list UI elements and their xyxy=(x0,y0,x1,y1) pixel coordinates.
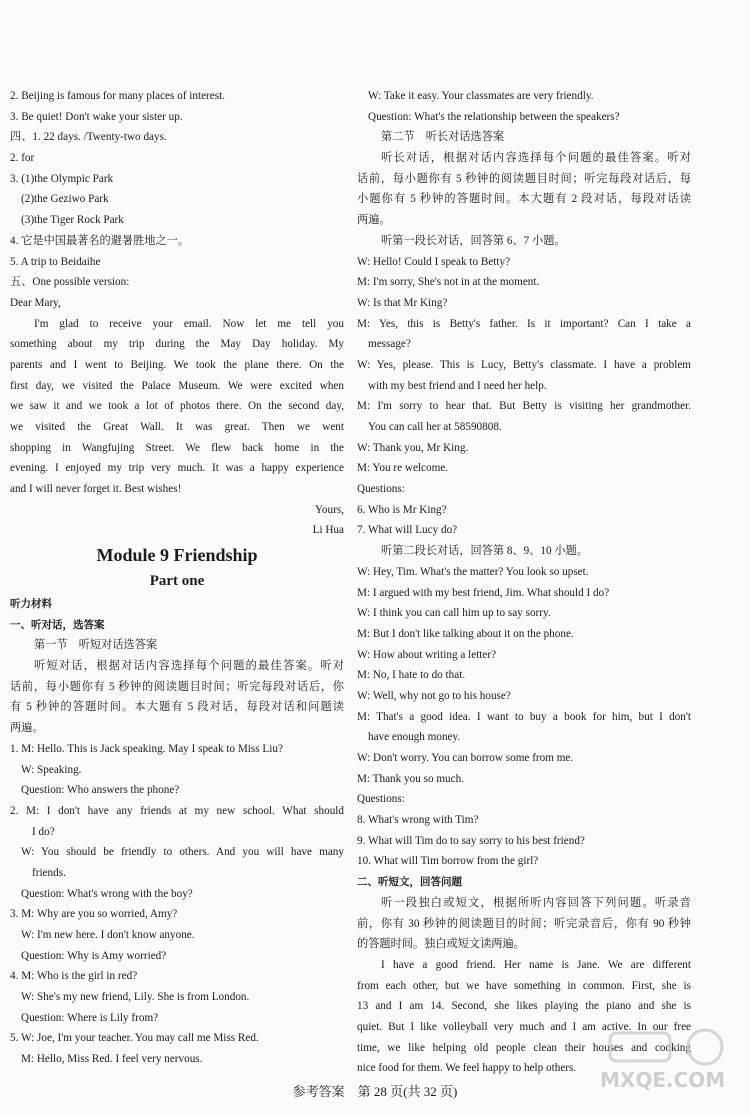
right-column-line: W: Well, why not go to his house? xyxy=(357,689,511,702)
right-column-line: W: Don't worry. You can borrow some from me. xyxy=(357,752,574,764)
module-title: Module 9 Friendship xyxy=(96,545,258,565)
left-bottom-line: Question: Who answers the phone? xyxy=(21,784,180,797)
left-top-line: 5. A trip to Beidaihe xyxy=(10,255,101,268)
left-bottom-line: 1. M: Hello. This is Jack speaking. May I speak to Miss Liu? xyxy=(10,742,283,755)
right-column-line: 第二节 听长对话选答案 xyxy=(381,131,505,144)
right-column-line: W: I think you can call him up to say sorry. xyxy=(357,607,551,620)
right-column-line: quiet. But I like volleyball very much and I am active. In our free xyxy=(357,1020,691,1033)
left-bottom-line: 话前，每小题你有 5 秒钟的阅读题目时间；听完每段对话后，你 xyxy=(10,680,344,693)
left-bottom-line: 一、听对话，选答案 xyxy=(10,618,105,631)
right-column xyxy=(357,86,691,1079)
left-top-line: 4. 它是中国最著名的避暑胜地之一。 xyxy=(10,234,190,247)
left-bottom-line: M: Hello, Miss Red. I feel very nervous. xyxy=(21,1053,203,1066)
right-column-line: message? xyxy=(368,338,411,351)
right-column-line: M: That's a good idea. I want to buy a book for him, but I don't xyxy=(357,710,691,723)
left-top-line: we visited the Great Wall. It was great. Then we went xyxy=(10,421,344,433)
right-column-line: Questions: xyxy=(357,483,405,496)
left-bottom-line: Question: Where is Lily from? xyxy=(21,1011,159,1024)
left-bottom-line: 两遍。 xyxy=(10,722,44,735)
right-column-line: time, we like helping old people clean their houses and cooking xyxy=(357,1041,691,1054)
right-column-line: W: Yes, please. This is Lucy, Betty's classmate. I have a problem xyxy=(357,358,691,371)
right-column-line: M: I argued with my best friend, Jim. What should I do? xyxy=(357,586,610,599)
right-column-line: 话前，每小题你有 5 秒钟的阅读题目时间；听完每段对话后，每 xyxy=(357,172,691,185)
left-top-line: parents and I went to Beijing. We took the plane there. On the xyxy=(10,358,344,371)
right-column-line: with my best friend and I need her help. xyxy=(368,379,547,392)
left-bottom-line: Question: What's wrong with the boy? xyxy=(21,887,193,900)
left-top-line: I'm glad to receive your email. Now let me tell you xyxy=(34,317,344,330)
right-column-line: 6. Who is Mr King? xyxy=(357,503,447,516)
right-column-line: 前，你有 30 秒钟的阅读题目的时间；听完录音后，你有 90 秒钟 xyxy=(357,917,691,930)
left-top-line: evening. I enjoyed my trip very much. It was a happy experience xyxy=(10,462,344,475)
watermark-logo xyxy=(590,1025,740,1095)
left-top-line: 3. Be quiet! Don't wake your sister up. xyxy=(10,110,183,123)
left-bottom-line: 3. M: Why are you so worried, Amy? xyxy=(10,908,178,921)
right-column-line: have enough money. xyxy=(368,731,461,744)
right-column-line: 二、听短文，回答问题 xyxy=(357,876,462,889)
left-bottom-line: I do? xyxy=(32,825,55,838)
left-bottom-line: 2. M: I don't have any friends at my new school. What should xyxy=(10,804,344,817)
left-top-line: first day, we visited the Palace Museum. We were excited when xyxy=(10,379,344,392)
left-top-line: something about my trip during the May Day holiday. My xyxy=(10,338,344,351)
right-column-line: Questions: xyxy=(357,793,405,806)
left-top-line: we saw it and we took a lot of photos there. On the second day, xyxy=(10,400,344,413)
left-top-line: 五、One possible version: xyxy=(10,276,130,289)
right-column-line: 的答题时间。独白或短文读两遍。 xyxy=(357,938,525,951)
right-column-line: nice food for them. We feel happy to help others. xyxy=(357,1062,577,1075)
left-top-line: 3. (1)the Olympic Park xyxy=(10,172,114,185)
part-title: Part one xyxy=(149,573,205,589)
right-column-line: 8. What's wrong with Tim? xyxy=(357,814,479,827)
left-top-line: 2. for xyxy=(10,152,35,165)
page-footer: 参考答案 第 28 页(共 32 页) xyxy=(292,1084,458,1099)
right-column-line: M: I'm sorry to hear that. But Betty is visiting her grandmother. xyxy=(357,400,691,413)
right-column-line: 小题你有 5 秒钟的答题时间。本大题有 2 段对话，每段对话读 xyxy=(357,193,691,206)
right-column-line: W: Take it easy. Your classmates are very friendly. xyxy=(368,90,594,102)
left-column-top xyxy=(10,86,344,541)
right-column-line: W: Is that Mr King? xyxy=(357,296,448,309)
left-bottom-line: 5. W: Joe, I'm your teacher. You may call me Miss Red. xyxy=(10,1032,259,1045)
left-top-line: Li Hua xyxy=(312,524,344,537)
left-top-line: (2)the Geziwo Park xyxy=(21,193,109,206)
right-column-line: M: No, I hate to do that. xyxy=(357,669,466,682)
right-column-line: 10. What will Tim borrow from the girl? xyxy=(357,855,539,868)
right-column-line: M: You re welcome. xyxy=(357,462,449,475)
left-bottom-line: Question: Why is Amy worried? xyxy=(21,949,167,962)
left-top-line: and I will never forget it. Best wishes! xyxy=(10,483,182,496)
right-column-line: I have a good friend. Her name is Jane. We are different xyxy=(381,958,691,971)
left-bottom-line: 听力材料 xyxy=(10,598,52,610)
right-column-line: M: Thank you so much. xyxy=(357,772,465,785)
left-bottom-line: W: I'm new here. I don't know anyone. xyxy=(21,929,195,941)
right-column-line: 听第二段长对话，回答第 8、9、10 小题。 xyxy=(381,545,588,558)
left-top-line: Yours, xyxy=(314,503,344,516)
left-top-line: (3)the Tiger Rock Park xyxy=(21,214,124,227)
right-column-line: M: Yes, this is Betty's father. Is it important? Can I take a xyxy=(357,317,691,330)
right-column-line: M: I'm sorry, She's not in at the moment. xyxy=(357,276,540,289)
left-bottom-line: 4. M: Who is the girl in red? xyxy=(10,970,138,983)
right-column-line: 听第一段长对话，回答第 6、7 小题。 xyxy=(381,234,566,247)
left-bottom-line: W: You should be friendly to others. And you will have many xyxy=(21,846,344,859)
right-column-line: 听长对话，根据对话内容选择每个问题的最佳答案。听对 xyxy=(381,152,691,165)
left-bottom-line: 有 5 秒钟的答题时间。本大题有 5 段对话，每段对话和问题读 xyxy=(10,701,344,714)
right-column-line: 两遍。 xyxy=(357,214,391,227)
right-column-line: Question: What's the relationship between the speakers? xyxy=(368,110,620,123)
right-column-line: W: How about writing a letter? xyxy=(357,648,497,661)
right-column-line: 听一段独白或短文，根据所听内容回答下列问题。听录音 xyxy=(381,896,691,909)
left-bottom-line: W: She's my new friend, Lily. She is from London. xyxy=(21,991,250,1004)
left-top-line: 四、1. 22 days. /Twenty-two days. xyxy=(10,131,167,144)
right-column-line: M: But I don't like talking about it on the phone. xyxy=(357,627,574,640)
left-bottom-line: W: Speaking. xyxy=(21,763,82,776)
left-top-line: 2. Beijing is famous for many places of interest. xyxy=(10,90,225,102)
left-top-line: shopping in Wangfujing Street. We flew back home in the xyxy=(10,441,344,454)
watermark-icon xyxy=(590,1025,740,1095)
left-bottom-line: 听短对话，根据对话内容选择每个问题的最佳答案。听对 xyxy=(34,660,344,673)
left-top-line: Dear Mary, xyxy=(10,296,61,309)
right-column-line: 13 and I am 14. Second, she likes playing the piano and she is xyxy=(357,1000,691,1013)
right-column-line: 9. What will Tim do to say sorry to his best friend? xyxy=(357,834,585,847)
left-bottom-line: 第一节 听短对话选答案 xyxy=(34,639,158,652)
right-column-line: from each other, but we have something in common. First, she is xyxy=(357,979,691,992)
left-bottom-line: friends. xyxy=(32,866,66,879)
right-column-line: W: Hello! Could I speak to Betty? xyxy=(357,255,511,268)
right-column-line: 7. What will Lucy do? xyxy=(357,524,458,537)
watermark-text: MXQE.COM xyxy=(600,1068,726,1092)
right-column-line: W: Thank you, Mr King. xyxy=(357,441,469,454)
right-column-line: You can call her at 58590808. xyxy=(368,421,502,433)
left-column-bottom xyxy=(10,594,344,1070)
right-column-line: W: Hey, Tim. What's the matter? You look so upset. xyxy=(357,565,589,578)
